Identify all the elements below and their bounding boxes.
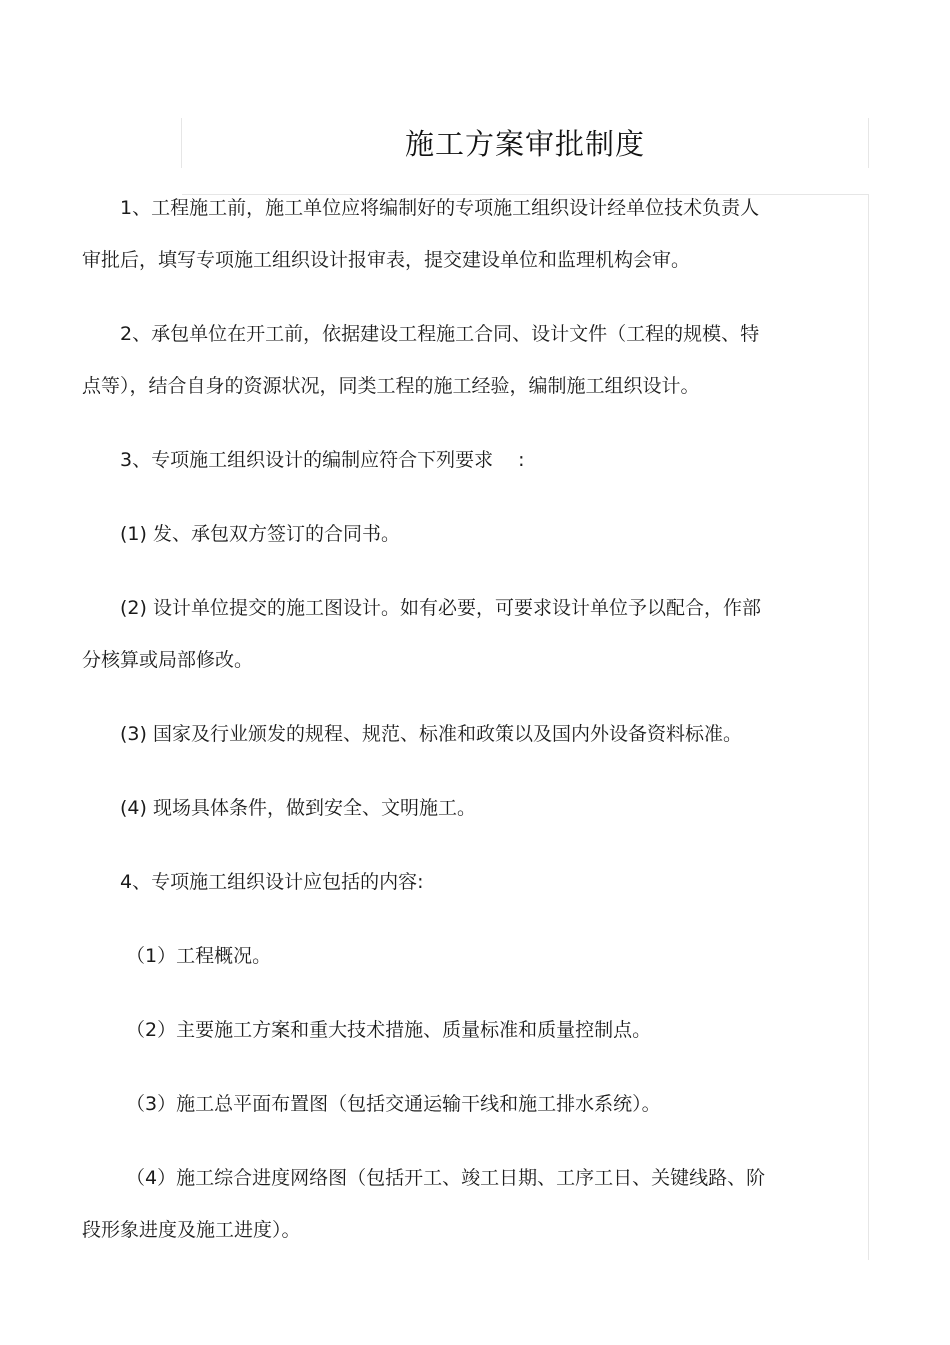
paragraph-line: （3）施工总平面布置图（包括交通运输干线和施工排水系统）。 — [126, 1093, 661, 1115]
paragraph-1 — [82, 196, 824, 273]
paragraph-line: (1) 发、承包双方签订的合同书。 — [120, 523, 400, 545]
paragraph-content-3 — [82, 1092, 824, 1117]
paragraph-line: 3、专项施工组织设计的编制应符合下列要求 : — [120, 449, 525, 471]
frame-right-border — [868, 195, 869, 1260]
paragraph-line: 分核算或局部修改。 — [82, 649, 254, 671]
paragraph-line: （4）施工综合进度网络图（包括开工、竣工日期、工序工日、关键线路、阶 — [126, 1167, 766, 1189]
paragraph-4 — [82, 870, 824, 895]
paragraph-requirement-2 — [82, 596, 824, 673]
paragraph-requirement-1 — [82, 522, 824, 547]
paragraph-content-4 — [82, 1166, 824, 1243]
paragraph-line: 1、工程施工前，施工单位应将编制好的专项施工组织设计经单位技术负责人 — [120, 197, 760, 219]
paragraph-3 — [82, 448, 824, 473]
paragraph-content-1 — [82, 944, 824, 969]
paragraph-line: (4) 现场具体条件，做到安全、文明施工。 — [120, 797, 476, 819]
frame-right-divider — [868, 118, 869, 168]
paragraph-requirement-4 — [82, 796, 824, 821]
paragraph-requirement-3 — [82, 722, 824, 747]
paragraph-line: (3) 国家及行业颁发的规程、规范、标准和政策以及国内外设备资料标准。 — [120, 723, 742, 745]
paragraph-line: 段形象进度及施工进度）。 — [82, 1219, 301, 1241]
paragraph-content-2 — [82, 1018, 824, 1043]
frame-title-underline — [182, 194, 869, 195]
paragraph-line: (2) 设计单位提交的施工图设计。如有必要，可要求设计单位予以配合，作部 — [120, 597, 761, 619]
paragraph-line: （2）主要施工方案和重大技术措施、质量标准和质量控制点。 — [126, 1019, 652, 1041]
paragraph-2 — [82, 322, 824, 399]
document-body — [82, 196, 824, 1243]
paragraph-line: 4、专项施工组织设计应包括的内容: — [120, 871, 424, 893]
paragraph-line: 审批后，填写专项施工组织设计报审表，提交建设单位和监理机构会审。 — [82, 249, 691, 271]
paragraph-line: 点等），结合自身的资源状况，同类工程的施工经验，编制施工组织设计。 — [82, 375, 700, 397]
document-title: 施工方案审批制度 — [404, 127, 645, 161]
paragraph-line: （1）工程概况。 — [126, 945, 272, 967]
paragraph-line: 2、承包单位在开工前，依据建设工程施工合同、设计文件（工程的规模、特 — [120, 323, 760, 345]
